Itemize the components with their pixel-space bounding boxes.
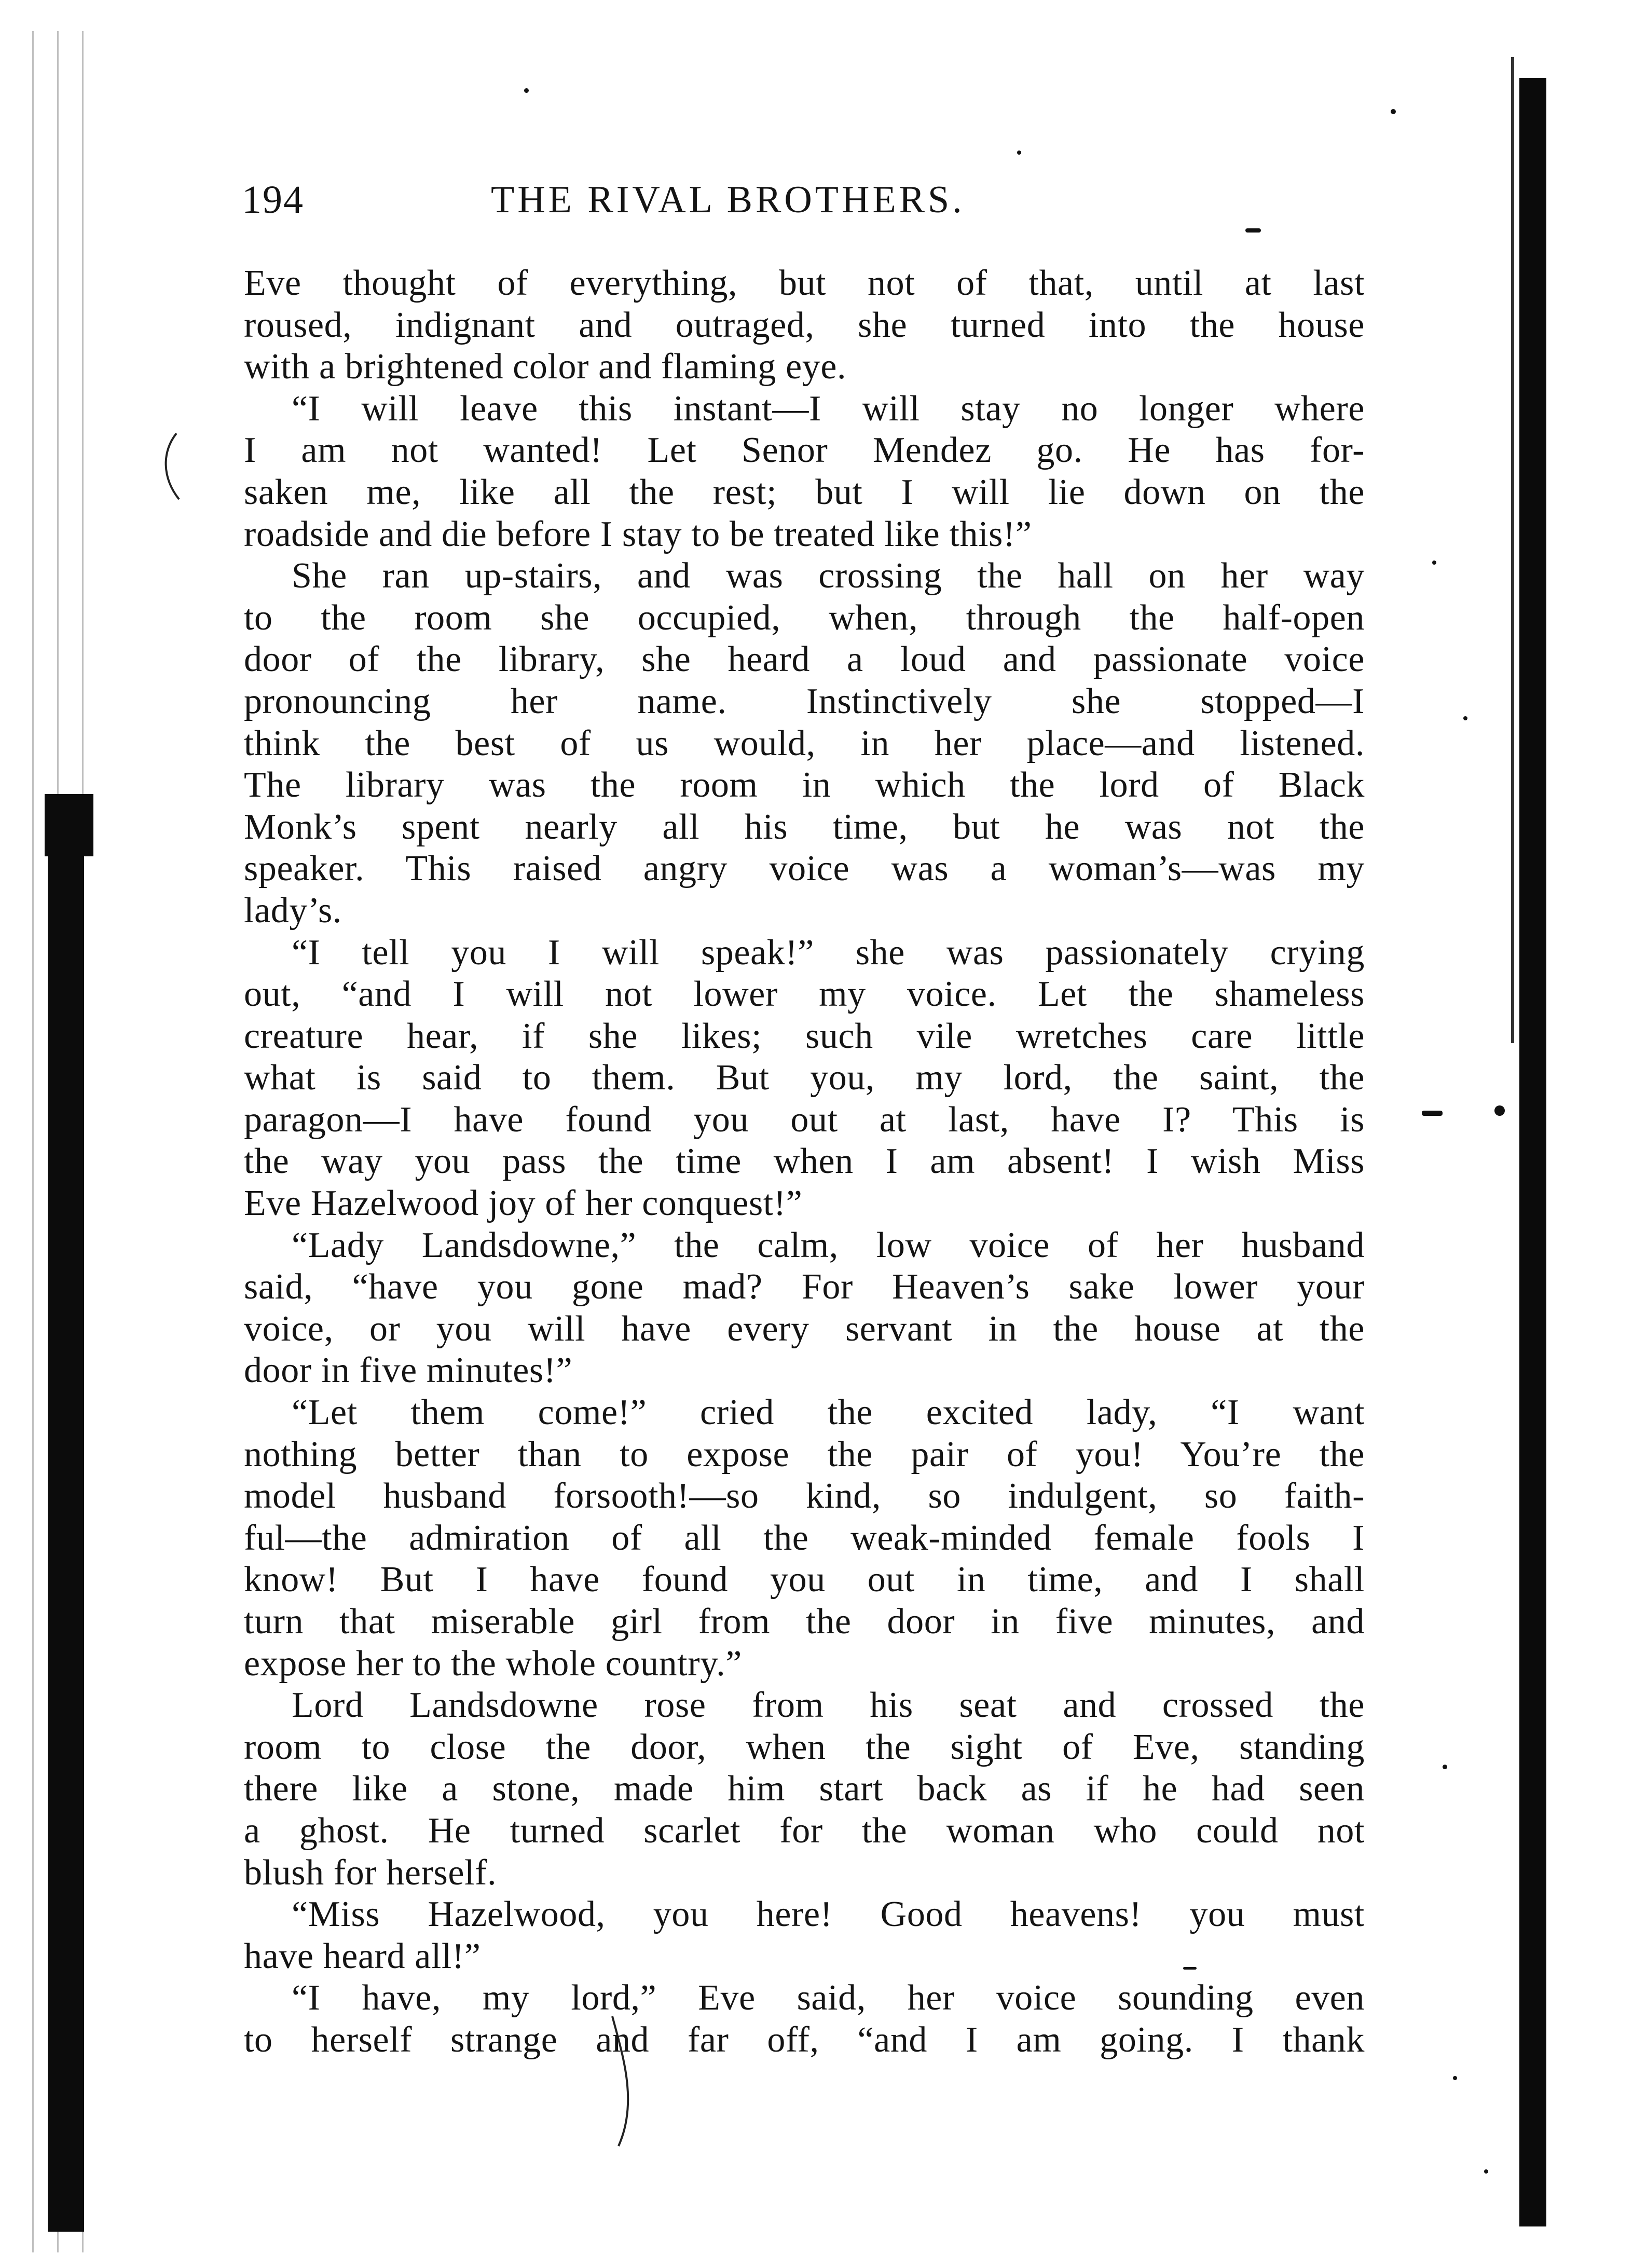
text-line: door in five minutes!” [244,1350,573,1391]
scan-speck [1245,228,1261,233]
paragraph [244,932,1365,1225]
text-line: “I have, my lord,” Eve said, her voice sounding even [292,1978,1365,2018]
paragraph [244,1977,1365,2061]
running-title: THE RIVAL BROTHERS. [491,179,965,221]
scan-speck [1484,2169,1488,2174]
scan-edge-shadow [1519,78,1546,2226]
paragraph [244,263,1365,388]
text-line: She ran up-stairs, and was crossing the hall on her way [292,556,1365,596]
text-line: Lord Landsdowne rose from his seat and crossed the [292,1685,1365,1726]
text-line: have heard all!” [244,1936,481,1976]
text-line: lady’s. [244,890,342,931]
scan-speck [1443,1765,1447,1769]
scan-speck [1432,561,1436,565]
text-line: there like a stone, made him start back as if he had seen [244,1769,1365,1809]
scan-speck [1463,716,1467,720]
text-line: I am not wanted! Let Senor Mendez go. He has for- [244,430,1365,471]
text-line: think the best of us would, in her place—and listened. [244,723,1365,763]
paragraph [244,1225,1365,1392]
text-line: to herself strange and far off, “and I am going. I thank [244,2019,1365,2060]
scan-speck [1391,109,1396,114]
text-line: out, “and I will not lower my voice. Let the shameless [244,974,1365,1015]
paragraph [244,1392,1365,1685]
paragraph [244,388,1365,555]
text-line: expose her to the whole country.” [244,1643,742,1684]
text-line: “Let them come!” cried the excited lady, “I want [292,1392,1365,1433]
running-head [242,171,1383,228]
paragraph [244,555,1365,932]
text-line: model husband forsooth!—so kind, so indulgent, so faith- [244,1476,1365,1516]
text-line: “Lady Landsdowne,” the calm, low voice of her husband [292,1225,1365,1265]
text-line: what is said to them. But you, my lord, the saint, the [244,1058,1365,1098]
text-line: Eve Hazelwood joy of her conquest!” [244,1183,803,1224]
text-line: Monk’s spent nearly all his time, but he was not the [244,807,1365,847]
pencil-mark [156,431,187,503]
scan-speck [1422,1111,1443,1116]
text-line: “I will leave this instant—I will stay no longer where [292,388,1365,429]
scan-speck [1017,151,1021,155]
scan-speck [1494,1105,1505,1116]
scan-edge-shadow [48,794,84,2232]
text-line: The library was the room in which the lord of Black [244,765,1365,805]
paragraph [244,1894,1365,1977]
paragraph [244,1685,1365,1894]
text-line: door of the library, she heard a loud and passionate voice [244,639,1365,680]
text-line: roused, indignant and outraged, she turned into the house [244,305,1365,345]
text-line: said, “have you gone mad? For Heaven’s sake lower your [244,1267,1365,1307]
text-line: roadside and die before I stay to be treated like this!” [244,514,1032,554]
text-line: know! But I have found you out in time, and I shall [244,1560,1365,1600]
text-line: a ghost. He turned scarlet for the woman who could not [244,1810,1365,1851]
text-line: pronouncing her name. Instinctively she stopped—I [244,681,1365,721]
scan-speck [524,88,529,93]
text-line: nothing better than to expose the pair of you! You’re the [244,1434,1365,1474]
text-line: Eve thought of everything, but not of that, until at last [244,263,1365,303]
page-number: 194 [242,178,304,222]
scan-speck [1453,2076,1457,2080]
text-line: “I tell you I will speak!” she was passionately crying [292,932,1365,973]
text-line: to the room she occupied, when, through the half-open [244,597,1365,638]
text-line: blush for herself. [244,1852,497,1893]
text-line: turn that miserable girl from the door in five minutes, and [244,1602,1365,1642]
text-line: the way you pass the time when I am absent! I wish Miss [244,1141,1365,1182]
text-line: voice, or you will have every servant in the house at the [244,1308,1365,1349]
text-line: “Miss Hazelwood, you here! Good heavens! you must [292,1894,1365,1935]
text-line: ful—the admiration of all the weak-minded female fools I [244,1518,1365,1558]
text-line: paragon—I have found you out at last, have I? This is [244,1099,1365,1140]
text-line: saken me, like all the rest; but I will lie down on the [244,472,1365,512]
text-line: creature hear, if she likes; such vile wretches care little [244,1016,1365,1056]
text-line: with a brightened color and flaming eye. [244,347,847,387]
text-line: speaker. This raised angry voice was a woman’s—was my [244,849,1365,889]
body-text [244,263,1365,2079]
text-line: room to close the door, when the sight of Eve, standing [244,1727,1365,1767]
scan-edge-line [1511,57,1514,1043]
